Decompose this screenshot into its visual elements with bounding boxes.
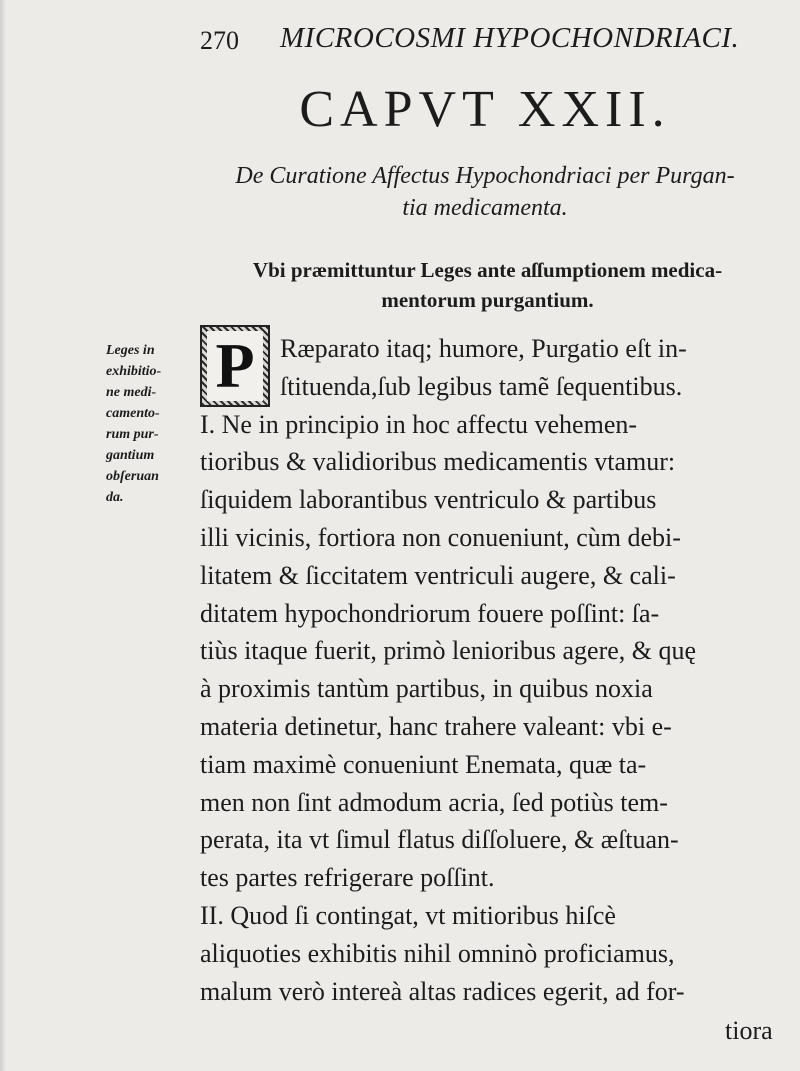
body-line: I. Ne in principio in hoc affectu vehemen- (200, 409, 638, 439)
chapter-summary (200, 255, 775, 315)
subtitle-line: De Curatione Affectus Hypochondriaci per Purgan- (235, 163, 735, 189)
body-line: perata, ita vt ſimul flatus diſſoluere, & æſtuan- (200, 825, 679, 855)
body-line: II. Quod ſi contingat, vt mitioribus hiſcè (200, 900, 616, 930)
page-edge (0, 0, 6, 1071)
body-line: materia detinetur, hanc trahere valeant: vbi e- (200, 711, 672, 741)
decorated-initial-letter: P (207, 331, 263, 401)
body-line: tiam maximè conueniunt Enemata, quæ ta- (200, 749, 647, 779)
chapter-subtitle (200, 160, 770, 224)
body-line: aliquoties exhibitis nihil omninò proficiamus, (200, 938, 675, 968)
body-line: litatem & ſiccitatem ventriculi augere, & cali- (200, 560, 676, 590)
marginal-note (106, 340, 190, 508)
body-line: ditatem hypochondriorum fouere poſſint: ſa- (200, 598, 660, 628)
marginal-note-line: obſeruan (106, 469, 159, 484)
subtitle-line: tia medicamenta. (402, 195, 568, 221)
body-line: Ræparato itaq; humore, Purgatio eſt in- (280, 334, 687, 363)
running-head (200, 20, 770, 60)
running-title: MICROCOSMI HYPOCHONDRIACI. (280, 22, 740, 54)
body-line: tiùs itaque fuerit, primò lenioribus agere, & quę (200, 636, 697, 666)
summary-line: mentorum purgantium. (381, 288, 594, 312)
chapter-title: CAPVT XXII. (299, 81, 671, 138)
body-line: tes partes refrigerare poſſint. (200, 863, 495, 893)
marginal-note-line: Leges in (106, 343, 155, 358)
marginal-note-line: ne medi- (106, 385, 157, 400)
page-number: 270 (200, 26, 239, 55)
body-line: tioribus & validioribus medicamentis vtamur: (200, 447, 676, 477)
marginal-note-line: rum pur- (106, 427, 159, 442)
body-line: illi vicinis, fortiora non conueniunt, cùm debi- (200, 522, 681, 552)
body-line: à proximis tantùm partibus, in quibus noxia (200, 674, 653, 704)
marginal-note-line: exhibitio- (106, 364, 162, 379)
body-line: malum verò intereà altas radices egerit, ad for- (200, 976, 685, 1006)
body-text (200, 330, 775, 1010)
marginal-note-line: da. (106, 490, 124, 505)
body-line: ſtituenda,ſub legibus tamẽ ſequentibus. (280, 371, 683, 401)
catchword: tiora (725, 1016, 773, 1045)
summary-line: Vbi præmittuntur Leges ante aſſumptionem medica- (252, 258, 723, 282)
marginal-note-line: gantium (106, 448, 155, 463)
body-line: men non ſint admodum acria, ſed potiùs tem- (200, 787, 668, 817)
marginal-note-line: camento- (106, 406, 160, 421)
body-line: ſiquidem laborantibus ventriculo & partibus (200, 485, 657, 515)
